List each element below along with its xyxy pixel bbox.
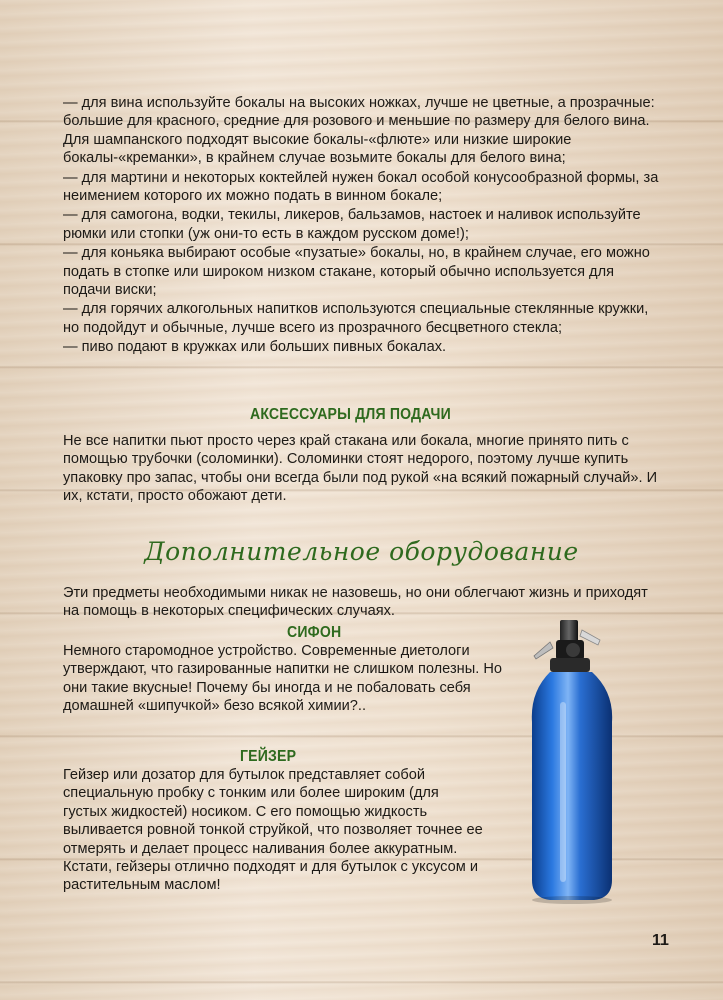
equipment-intro: Эти предметы необходимыми никак не назовешь, но они облегчают жизнь и приходят на помощь в некоторых специфических случаях. (63, 585, 648, 620)
list-item: — для самогона, водки, текилы, ликеров, бальзамов, настоек и наливок используйте рюмки или стопки (уж они-то есть в каждом русском доме!); (63, 207, 641, 242)
geyser-text: Гейзер или дозатор для бутылок представляет собой специальную пробку с тонким или более широким (для густых жидкостей) носиком. С его помощью жидкость выливается ровной тонкой струйкой, что позволяет точнее ее отмерять и делает процесс наливания более аккуратным. Кстати, гейзеры отлично подходят и для бутылок с уксусом и растительным маслом! (63, 767, 483, 894)
list-item: — пиво подают в кружках или больших пивных бокалах. (63, 339, 447, 356)
siphon-text: Немного старомодное устройство. Современные диетологи утверждают, что газированные напитки не слишком полезны. Но они такие вкусные! Почему бы иногда и не побаловать себя домашней «шипучкой» безо всякой химии?.. (63, 643, 502, 715)
list-item: — для вина используйте бокалы на высоких ножках, лучше не цветные, а прозрачные: большие для красного, средние для розового и меньшие по размеру для белого вина. Для шампанского подходят высокие бокалы-«флюте» или низкие широкие бокалы-«креманки», в крайнем случае возьмите бокалы для белого вина; (63, 95, 655, 167)
geyser-heading: ГЕЙЗЕР (240, 748, 297, 765)
list-item: — для горячих алкогольных напитков используются специальные стеклянные кружки, но подойдут и обычные, лучше всего из прозрачного бесцветного стекла; (63, 301, 649, 336)
soda-siphon-image (520, 612, 630, 912)
list-item: — для коньяка выбирают особые «пузатые» бокалы, но, в крайнем случае, его можно подать в стопке или широком низком стакане, который обычно используется для подачи виски; (63, 245, 650, 299)
list-item: — для мартини и некоторых коктейлей нужен бокал особой конусообразной формы, за неимением которого их можно подать в винном бокале; (63, 169, 659, 205)
page-number: 11 (652, 932, 669, 949)
equipment-title: Дополнительное оборудование (144, 537, 579, 566)
siphon-heading: СИФОН (287, 624, 342, 641)
glassware-list (63, 94, 663, 358)
accessories-heading: АКСЕССУАРЫ ДЛЯ ПОДАЧИ (250, 406, 451, 423)
accessories-text: Не все напитки пьют просто через край стакана или бокала, многие принято пить с помощью трубочки (соломинки). Соломинки стоят недорого, поэтому лучше купить упаковку про запас, чтобы они всегда были под рукой «на всякий пожарный случай». И их, кстати, просто обожают дети. (63, 433, 658, 505)
